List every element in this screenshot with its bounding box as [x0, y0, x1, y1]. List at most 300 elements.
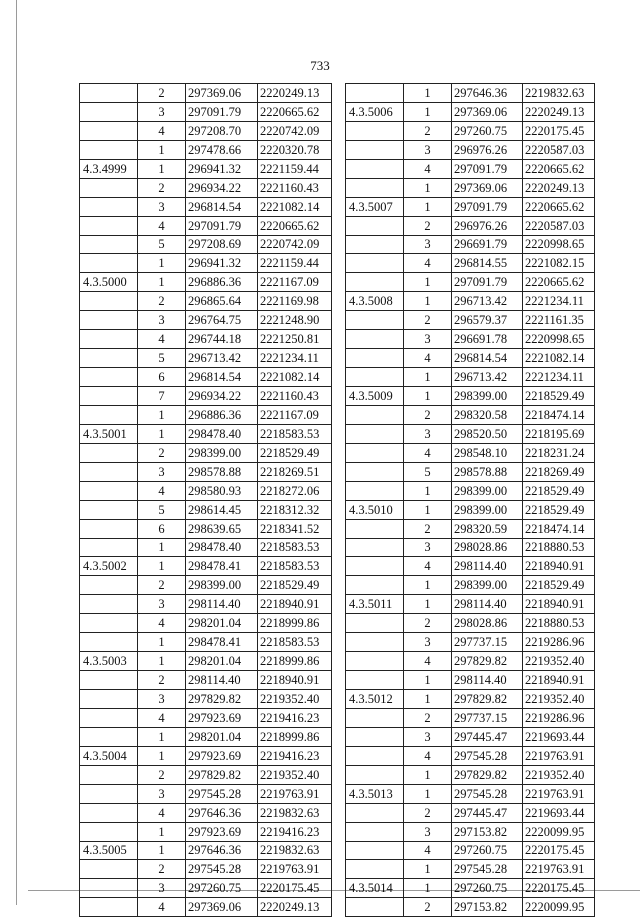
y-coordinate-cell: 2221160.43 [258, 178, 332, 197]
table-row [80, 633, 332, 652]
x-coordinate-cell: 298399.00 [452, 387, 523, 406]
x-coordinate-cell: 297091.79 [452, 159, 523, 178]
y-coordinate-cell: 2218940.91 [258, 671, 332, 690]
y-coordinate-cell: 2219416.23 [258, 822, 332, 841]
table-row [346, 898, 595, 917]
x-coordinate-cell: 298114.40 [186, 595, 258, 614]
point-number-cell: 4 [138, 614, 186, 633]
parcel-id-cell [80, 254, 138, 273]
point-number-cell: 1 [138, 822, 186, 841]
y-coordinate-cell: 2218272.06 [258, 481, 332, 500]
point-number-cell: 3 [404, 140, 452, 159]
table-row [346, 481, 595, 500]
x-coordinate-cell: 297545.28 [186, 784, 258, 803]
y-coordinate-cell: 2218269.51 [258, 462, 332, 481]
y-coordinate-cell: 2221159.44 [258, 254, 332, 273]
point-number-cell: 1 [138, 538, 186, 557]
parcel-id-cell: 4.3.5011 [346, 595, 404, 614]
point-number-cell: 3 [138, 690, 186, 709]
x-coordinate-cell: 298399.00 [186, 576, 258, 595]
x-coordinate-cell: 298478.40 [186, 538, 258, 557]
parcel-id-cell [346, 178, 404, 197]
table-row [80, 690, 332, 709]
parcel-id-cell [80, 330, 138, 349]
y-coordinate-cell: 2218999.86 [258, 652, 332, 671]
x-coordinate-cell: 297091.79 [186, 102, 258, 121]
table-row [80, 519, 332, 538]
x-coordinate-cell: 297153.82 [452, 822, 523, 841]
table-row [80, 500, 332, 519]
point-number-cell: 5 [404, 462, 452, 481]
y-coordinate-cell: 2221167.09 [258, 405, 332, 424]
point-number-cell: 2 [138, 84, 186, 103]
x-coordinate-cell: 297445.47 [452, 727, 523, 746]
point-number-cell: 1 [138, 159, 186, 178]
parcel-id-cell: 4.3.5003 [80, 652, 138, 671]
y-coordinate-cell: 2221082.15 [523, 254, 595, 273]
table-row [80, 708, 332, 727]
x-coordinate-cell: 296764.75 [186, 311, 258, 330]
point-number-cell: 1 [404, 690, 452, 709]
parcel-id-cell [346, 330, 404, 349]
table-row [346, 462, 595, 481]
parcel-id-cell: 4.3.5009 [346, 387, 404, 406]
parcel-id-cell [346, 519, 404, 538]
parcel-id-cell: 4.3.5008 [346, 292, 404, 311]
table-row [80, 368, 332, 387]
point-number-cell: 2 [138, 765, 186, 784]
point-number-cell: 3 [404, 424, 452, 443]
point-number-cell: 2 [404, 708, 452, 727]
table-row [80, 481, 332, 500]
y-coordinate-cell: 2221248.90 [258, 311, 332, 330]
parcel-id-cell [80, 368, 138, 387]
x-coordinate-cell: 297545.28 [452, 860, 523, 879]
y-coordinate-cell: 2220099.95 [523, 898, 595, 917]
x-coordinate-cell: 298614.45 [186, 500, 258, 519]
table-row [346, 254, 595, 273]
point-number-cell: 3 [404, 727, 452, 746]
parcel-id-cell [346, 368, 404, 387]
point-number-cell: 4 [138, 898, 186, 917]
table-row [346, 159, 595, 178]
parcel-id-cell [346, 614, 404, 633]
x-coordinate-cell: 297369.06 [452, 102, 523, 121]
x-coordinate-cell: 298114.40 [452, 595, 523, 614]
table-row [80, 178, 332, 197]
parcel-id-cell [346, 746, 404, 765]
table-row [80, 102, 332, 121]
y-coordinate-cell: 2219763.91 [523, 746, 595, 765]
x-coordinate-cell: 298320.59 [452, 519, 523, 538]
x-coordinate-cell: 296941.32 [186, 159, 258, 178]
parcel-id-cell: 4.3.5006 [346, 102, 404, 121]
point-number-cell: 1 [404, 671, 452, 690]
y-coordinate-cell: 2220175.45 [258, 879, 332, 898]
table-row [346, 519, 595, 538]
parcel-id-cell [80, 614, 138, 633]
point-number-cell: 2 [138, 443, 186, 462]
parcel-id-cell [80, 235, 138, 254]
point-number-cell: 2 [404, 519, 452, 538]
x-coordinate-cell: 298114.40 [186, 671, 258, 690]
table-row [346, 652, 595, 671]
x-coordinate-cell: 296814.55 [452, 254, 523, 273]
coordinates-table-left [79, 83, 332, 917]
y-coordinate-cell: 2221160.43 [258, 387, 332, 406]
parcel-id-cell [80, 860, 138, 879]
x-coordinate-cell: 296814.54 [186, 197, 258, 216]
parcel-id-cell [80, 121, 138, 140]
y-coordinate-cell: 2219832.63 [523, 84, 595, 103]
y-coordinate-cell: 2220175.45 [523, 879, 595, 898]
parcel-id-cell [346, 84, 404, 103]
point-number-cell: 3 [404, 822, 452, 841]
x-coordinate-cell: 298639.65 [186, 519, 258, 538]
parcel-id-cell [346, 443, 404, 462]
y-coordinate-cell: 2220665.62 [523, 273, 595, 292]
y-coordinate-cell: 2218312.32 [258, 500, 332, 519]
parcel-id-cell [80, 784, 138, 803]
y-coordinate-cell: 2220587.03 [523, 216, 595, 235]
table-row [80, 879, 332, 898]
parcel-id-cell [80, 216, 138, 235]
y-coordinate-cell: 2220099.95 [523, 822, 595, 841]
parcel-id-cell [346, 652, 404, 671]
x-coordinate-cell: 298399.00 [452, 481, 523, 500]
y-coordinate-cell: 2218529.49 [523, 387, 595, 406]
page-number: 733 [310, 58, 330, 73]
point-number-cell: 1 [404, 500, 452, 519]
x-coordinate-cell: 298399.00 [452, 500, 523, 519]
x-coordinate-cell: 296886.36 [186, 405, 258, 424]
parcel-id-cell [346, 481, 404, 500]
x-coordinate-cell: 298201.04 [186, 652, 258, 671]
parcel-id-cell [346, 235, 404, 254]
parcel-id-cell [80, 292, 138, 311]
y-coordinate-cell: 2219832.63 [258, 803, 332, 822]
table-row [80, 898, 332, 917]
x-coordinate-cell: 297153.82 [452, 898, 523, 917]
point-number-cell: 5 [138, 500, 186, 519]
y-coordinate-cell: 2218529.49 [523, 576, 595, 595]
table-row [346, 822, 595, 841]
point-number-cell: 4 [404, 349, 452, 368]
point-number-cell: 4 [404, 746, 452, 765]
point-number-cell: 1 [138, 557, 186, 576]
parcel-id-cell [80, 405, 138, 424]
parcel-id-cell: 4.3.5010 [346, 500, 404, 519]
point-number-cell: 2 [404, 216, 452, 235]
point-number-cell: 3 [138, 311, 186, 330]
table-row [80, 197, 332, 216]
parcel-id-cell: 4.3.5013 [346, 784, 404, 803]
x-coordinate-cell: 297545.28 [186, 860, 258, 879]
parcel-id-cell [80, 671, 138, 690]
table-row [80, 443, 332, 462]
y-coordinate-cell: 2220998.65 [523, 235, 595, 254]
table-row [346, 102, 595, 121]
table-row [80, 803, 332, 822]
parcel-id-cell [346, 898, 404, 917]
y-coordinate-cell: 2218880.53 [523, 614, 595, 633]
x-coordinate-cell: 296886.36 [186, 273, 258, 292]
y-coordinate-cell: 2218529.49 [523, 500, 595, 519]
x-coordinate-cell: 297369.06 [186, 898, 258, 917]
point-number-cell: 1 [138, 746, 186, 765]
parcel-id-cell: 4.3.5002 [80, 557, 138, 576]
parcel-id-cell [80, 387, 138, 406]
x-coordinate-cell: 296713.42 [186, 349, 258, 368]
point-number-cell: 5 [138, 235, 186, 254]
parcel-id-cell [80, 481, 138, 500]
y-coordinate-cell: 2220249.13 [258, 898, 332, 917]
x-coordinate-cell: 297369.06 [452, 178, 523, 197]
y-coordinate-cell: 2219352.40 [523, 652, 595, 671]
x-coordinate-cell: 297260.75 [186, 879, 258, 898]
table-row [80, 273, 332, 292]
table-row [80, 860, 332, 879]
y-coordinate-cell: 2218940.91 [523, 671, 595, 690]
x-coordinate-cell: 297091.79 [186, 216, 258, 235]
y-coordinate-cell: 2219693.44 [523, 727, 595, 746]
table-row [346, 633, 595, 652]
parcel-id-cell: 4.3.5004 [80, 746, 138, 765]
point-number-cell: 1 [404, 178, 452, 197]
x-coordinate-cell: 297369.06 [186, 84, 258, 103]
table-row [346, 121, 595, 140]
parcel-id-cell [80, 500, 138, 519]
x-coordinate-cell: 297260.75 [452, 879, 523, 898]
table-row [346, 443, 595, 462]
x-coordinate-cell: 297829.82 [452, 765, 523, 784]
point-number-cell: 1 [404, 784, 452, 803]
y-coordinate-cell: 2220742.09 [258, 121, 332, 140]
x-coordinate-cell: 298028.86 [452, 538, 523, 557]
point-number-cell: 5 [138, 349, 186, 368]
point-number-cell: 4 [138, 121, 186, 140]
point-number-cell: 1 [404, 765, 452, 784]
table-row [346, 576, 595, 595]
parcel-id-cell [80, 443, 138, 462]
point-number-cell: 2 [138, 178, 186, 197]
y-coordinate-cell: 2218474.14 [523, 519, 595, 538]
x-coordinate-cell: 296934.22 [186, 387, 258, 406]
parcel-id-cell [346, 159, 404, 178]
parcel-id-cell [80, 633, 138, 652]
parcel-id-cell [346, 671, 404, 690]
y-coordinate-cell: 2218231.24 [523, 443, 595, 462]
parcel-id-cell [80, 765, 138, 784]
x-coordinate-cell: 298478.41 [186, 557, 258, 576]
table-row [80, 822, 332, 841]
x-coordinate-cell: 298114.40 [452, 671, 523, 690]
x-coordinate-cell: 297829.82 [186, 690, 258, 709]
point-number-cell: 3 [138, 462, 186, 481]
y-coordinate-cell: 2218940.91 [523, 557, 595, 576]
y-coordinate-cell: 2219416.23 [258, 708, 332, 727]
parcel-id-cell [346, 311, 404, 330]
parcel-id-cell [80, 197, 138, 216]
y-coordinate-cell: 2219352.40 [258, 765, 332, 784]
x-coordinate-cell: 297478.66 [186, 140, 258, 159]
point-number-cell: 3 [138, 784, 186, 803]
y-coordinate-cell: 2218583.53 [258, 424, 332, 443]
parcel-id-cell [346, 424, 404, 443]
table-row [80, 538, 332, 557]
x-coordinate-cell: 298520.50 [452, 424, 523, 443]
y-coordinate-cell: 2221082.14 [258, 197, 332, 216]
table-row [80, 84, 332, 103]
parcel-id-cell [80, 311, 138, 330]
x-coordinate-cell: 296814.54 [186, 368, 258, 387]
y-coordinate-cell: 2220665.62 [258, 102, 332, 121]
point-number-cell: 3 [138, 595, 186, 614]
point-number-cell: 3 [404, 633, 452, 652]
y-coordinate-cell: 2218583.53 [258, 557, 332, 576]
y-coordinate-cell: 2218474.14 [523, 405, 595, 424]
table-row [80, 595, 332, 614]
table-row [80, 292, 332, 311]
y-coordinate-cell: 2220587.03 [523, 140, 595, 159]
point-number-cell: 3 [404, 330, 452, 349]
parcel-id-cell [346, 765, 404, 784]
point-number-cell: 4 [138, 481, 186, 500]
table-row [346, 197, 595, 216]
point-number-cell: 4 [404, 254, 452, 273]
x-coordinate-cell: 296744.18 [186, 330, 258, 349]
point-number-cell: 1 [138, 424, 186, 443]
x-coordinate-cell: 297646.36 [452, 84, 523, 103]
y-coordinate-cell: 2221250.81 [258, 330, 332, 349]
table-row [346, 557, 595, 576]
x-coordinate-cell: 298399.00 [186, 443, 258, 462]
parcel-id-cell [80, 803, 138, 822]
table-row [80, 330, 332, 349]
table-row [80, 159, 332, 178]
parcel-id-cell: 4.3.5005 [80, 841, 138, 860]
y-coordinate-cell: 2218529.49 [523, 481, 595, 500]
point-number-cell: 1 [404, 368, 452, 387]
point-number-cell: 4 [138, 216, 186, 235]
table-row [346, 746, 595, 765]
x-coordinate-cell: 296691.79 [452, 235, 523, 254]
y-coordinate-cell: 2218940.91 [523, 595, 595, 614]
x-coordinate-cell: 298114.40 [452, 557, 523, 576]
y-coordinate-cell: 2218999.86 [258, 727, 332, 746]
x-coordinate-cell: 297091.79 [452, 197, 523, 216]
point-number-cell: 1 [404, 879, 452, 898]
parcel-id-cell [346, 254, 404, 273]
point-number-cell: 4 [404, 841, 452, 860]
point-number-cell: 1 [138, 254, 186, 273]
table-row [346, 860, 595, 879]
y-coordinate-cell: 2219763.91 [523, 784, 595, 803]
y-coordinate-cell: 2221161.35 [523, 311, 595, 330]
parcel-id-cell [80, 519, 138, 538]
parcel-id-cell [80, 898, 138, 917]
x-coordinate-cell: 297260.75 [452, 121, 523, 140]
y-coordinate-cell: 2219286.96 [523, 708, 595, 727]
point-number-cell: 1 [138, 140, 186, 159]
parcel-id-cell [80, 727, 138, 746]
y-coordinate-cell: 2221234.11 [258, 349, 332, 368]
table-row [80, 311, 332, 330]
table-row [346, 727, 595, 746]
parcel-id-cell [346, 708, 404, 727]
x-coordinate-cell: 296579.37 [452, 311, 523, 330]
point-number-cell: 4 [138, 330, 186, 349]
table-row [80, 576, 332, 595]
point-number-cell: 1 [404, 481, 452, 500]
x-coordinate-cell: 298399.00 [452, 576, 523, 595]
table-row [80, 462, 332, 481]
point-number-cell: 1 [138, 633, 186, 652]
parcel-id-cell [80, 349, 138, 368]
x-coordinate-cell: 297646.36 [186, 841, 258, 860]
table-row [80, 671, 332, 690]
y-coordinate-cell: 2220249.13 [523, 178, 595, 197]
point-number-cell: 6 [138, 368, 186, 387]
y-coordinate-cell: 2218583.53 [258, 538, 332, 557]
parcel-id-cell: 4.3.5007 [346, 197, 404, 216]
table-row [80, 349, 332, 368]
table-row [346, 879, 595, 898]
point-number-cell: 1 [138, 405, 186, 424]
x-coordinate-cell: 296691.78 [452, 330, 523, 349]
point-number-cell: 1 [404, 292, 452, 311]
parcel-id-cell [346, 576, 404, 595]
point-number-cell: 1 [138, 841, 186, 860]
x-coordinate-cell: 298320.58 [452, 405, 523, 424]
parcel-id-cell [346, 633, 404, 652]
parcel-id-cell [80, 84, 138, 103]
x-coordinate-cell: 298580.93 [186, 481, 258, 500]
point-number-cell: 3 [138, 197, 186, 216]
table-row [80, 121, 332, 140]
parcel-id-cell: 4.3.5000 [80, 273, 138, 292]
y-coordinate-cell: 2219416.23 [258, 746, 332, 765]
table-row [346, 292, 595, 311]
parcel-id-cell [80, 576, 138, 595]
y-coordinate-cell: 2220665.62 [523, 159, 595, 178]
parcel-id-cell [346, 216, 404, 235]
parcel-id-cell [346, 349, 404, 368]
table-row [346, 841, 595, 860]
x-coordinate-cell: 296713.42 [452, 292, 523, 311]
x-coordinate-cell: 298201.04 [186, 614, 258, 633]
table-row [80, 424, 332, 443]
parcel-id-cell [80, 595, 138, 614]
x-coordinate-cell: 297829.82 [186, 765, 258, 784]
x-coordinate-cell: 298478.40 [186, 424, 258, 443]
parcel-id-cell [80, 538, 138, 557]
table-row [80, 614, 332, 633]
y-coordinate-cell: 2218999.86 [258, 614, 332, 633]
coordinates-table-right [345, 83, 595, 917]
point-number-cell: 2 [138, 860, 186, 879]
x-coordinate-cell: 297923.69 [186, 822, 258, 841]
point-number-cell: 2 [404, 121, 452, 140]
table-row [80, 784, 332, 803]
parcel-id-cell [80, 178, 138, 197]
parcel-id-cell [80, 822, 138, 841]
table-row [346, 84, 595, 103]
x-coordinate-cell: 297737.15 [452, 708, 523, 727]
point-number-cell: 4 [404, 557, 452, 576]
x-coordinate-cell: 297923.69 [186, 746, 258, 765]
x-coordinate-cell: 297260.75 [452, 841, 523, 860]
